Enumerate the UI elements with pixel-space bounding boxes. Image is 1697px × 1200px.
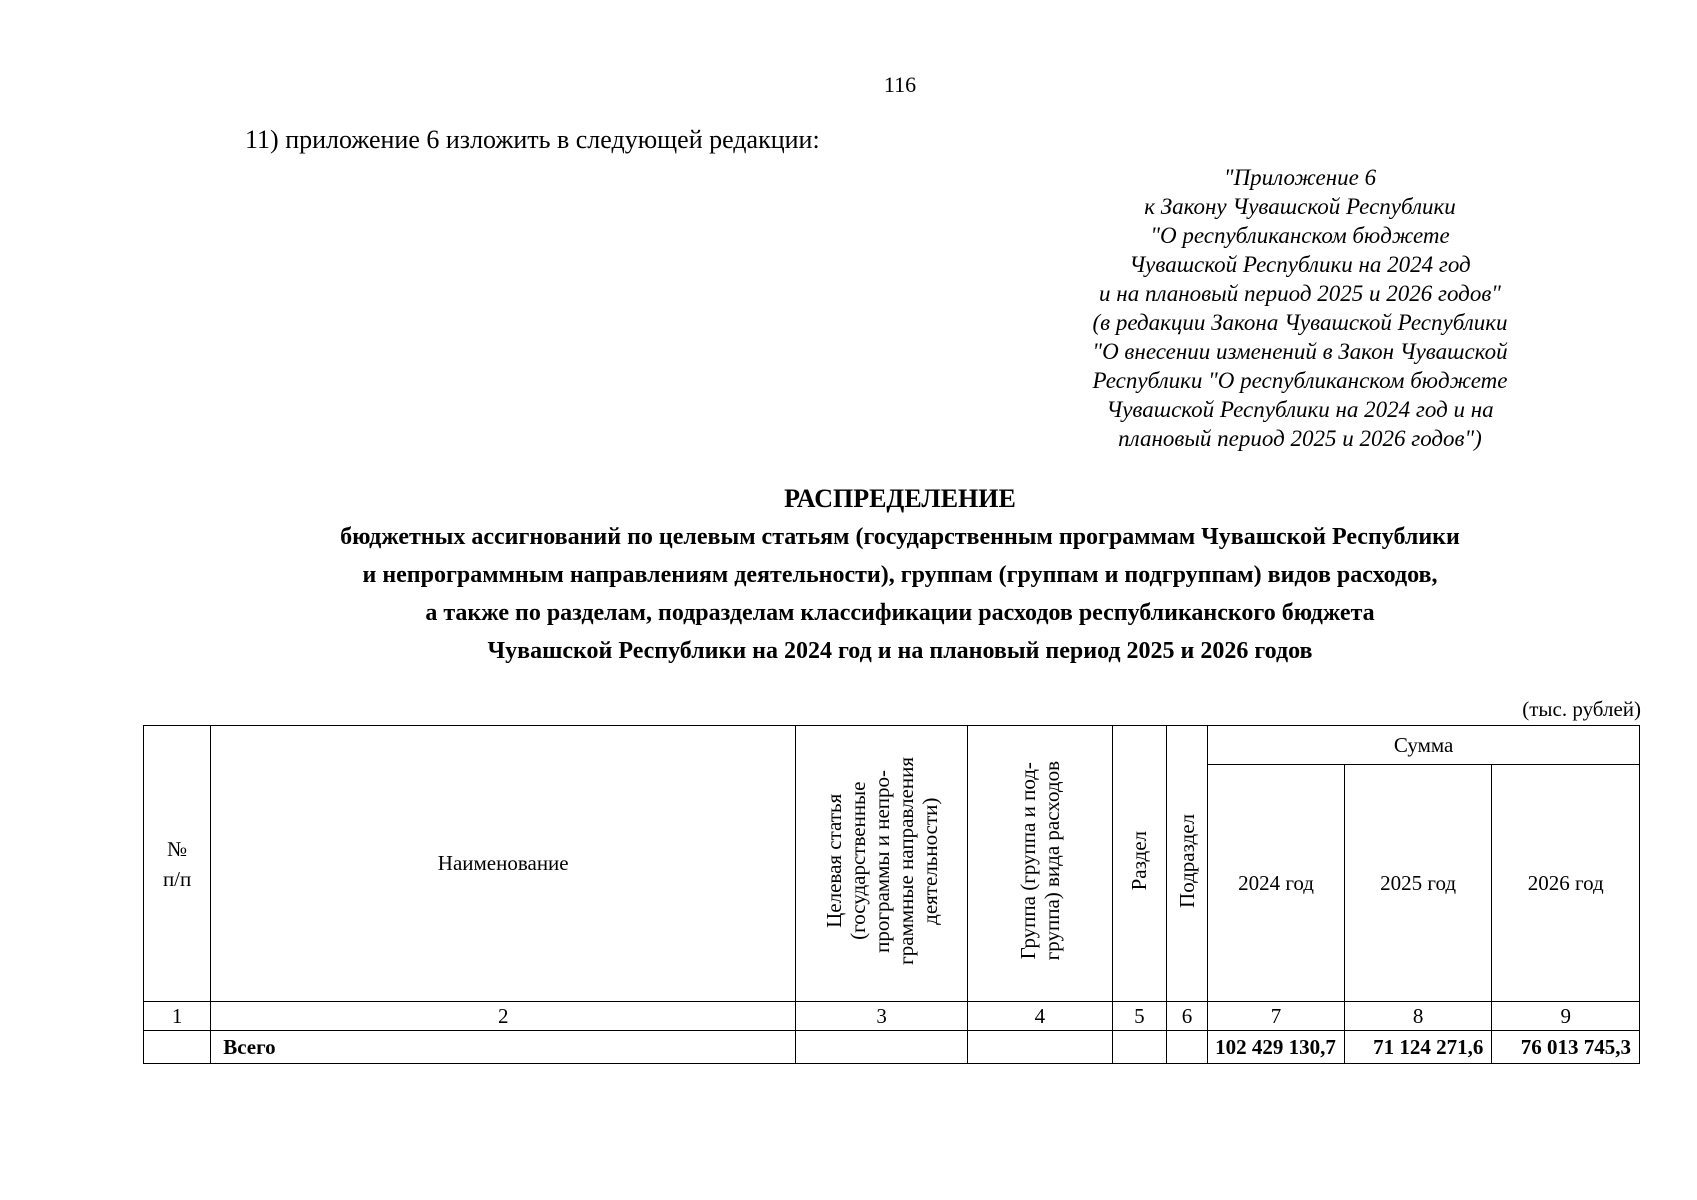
header-group-text: Группа (группа и под- группа) вида расходов [1015, 760, 1064, 961]
intro-text: 11) приложение 6 изложить в следующей редакции: [245, 125, 820, 154]
column-number: 4 [967, 1002, 1112, 1031]
appendix-line: Республики "О республиканском бюджете [1092, 368, 1508, 393]
column-number: 5 [1112, 1002, 1166, 1031]
total-empty-cell [144, 1031, 211, 1064]
appendix-line: Чувашской Республики на 2024 год [1129, 252, 1471, 277]
header-section [1112, 726, 1166, 1002]
column-number: 9 [1492, 1002, 1640, 1031]
units-label: (тыс. рублей) [1522, 697, 1641, 721]
header-section-text: Раздел [1127, 830, 1152, 891]
column-number: 1 [144, 1002, 211, 1031]
total-2026: 76 013 745,3 [1492, 1031, 1640, 1064]
appendix-line: плановый период 2025 и 2026 годов") [1118, 426, 1482, 451]
appendix-line: Чувашской Республики на 2024 год и на [1106, 397, 1494, 422]
total-empty-cell [796, 1031, 968, 1064]
header-sum: Сумма [1208, 726, 1640, 765]
appendix-line: "Приложение 6 [1223, 165, 1377, 190]
column-number: 3 [796, 1002, 968, 1031]
header-group [967, 726, 1112, 1002]
document-title: РАСПРЕДЕЛЕНИЕ [784, 484, 1016, 513]
subtitle-line: бюджетных ассигнований по целевым статьям (государственным программам Чувашской Республики [340, 524, 1460, 550]
appendix-line: к Закону Чувашской Республики [1144, 194, 1456, 219]
document-title-block [160, 480, 1640, 670]
page-number: 116 [883, 72, 917, 97]
header-target-text: Целевая статья (государственные программы и непро- граммные направления деятельности) [821, 756, 942, 965]
total-2024: 102 429 130,7 [1208, 1031, 1345, 1064]
header-subsection-text: Подраздел [1175, 813, 1200, 908]
column-number: 8 [1344, 1002, 1492, 1031]
column-number: 7 [1208, 1002, 1345, 1031]
total-label: Всего [211, 1031, 796, 1064]
header-num: № п/п [144, 726, 211, 1002]
total-empty-cell [1112, 1031, 1166, 1064]
total-2025: 71 124 271,6 [1344, 1031, 1492, 1064]
appendix-line: "О республиканском бюджете [1150, 223, 1450, 248]
subtitle-line: и непрограммным направлениям деятельности), группам (группам и подгруппам) видов расходов, [362, 562, 1438, 588]
appendix-line: (в редакции Закона Чувашской Республики [1092, 310, 1508, 335]
total-empty-cell [967, 1031, 1112, 1064]
appendix-line: и на плановый период 2025 и 2026 годов" [1099, 281, 1501, 306]
total-empty-cell [1166, 1031, 1207, 1064]
total-row [144, 1031, 1640, 1064]
subtitle-line: а также по разделам, подразделам классификации расходов республиканского бюджета [425, 600, 1375, 626]
appendix-line: "О внесении изменений в Закон Чувашской [1092, 339, 1508, 364]
column-number-row [144, 1002, 1640, 1031]
appendix-reference [1080, 163, 1520, 453]
subtitle-line: Чувашской Республики на 2024 год и на плановый период 2025 и 2026 годов [487, 638, 1313, 664]
header-year-2026: 2026 год [1492, 765, 1640, 1002]
column-number: 2 [211, 1002, 796, 1031]
header-target [796, 726, 968, 1002]
header-name: Наименование [211, 726, 796, 1002]
header-subsection [1166, 726, 1207, 1002]
column-number: 6 [1166, 1002, 1207, 1031]
budget-table [143, 725, 1640, 1064]
header-year-2024: 2024 год [1208, 765, 1345, 1002]
header-year-2025: 2025 год [1344, 765, 1492, 1002]
